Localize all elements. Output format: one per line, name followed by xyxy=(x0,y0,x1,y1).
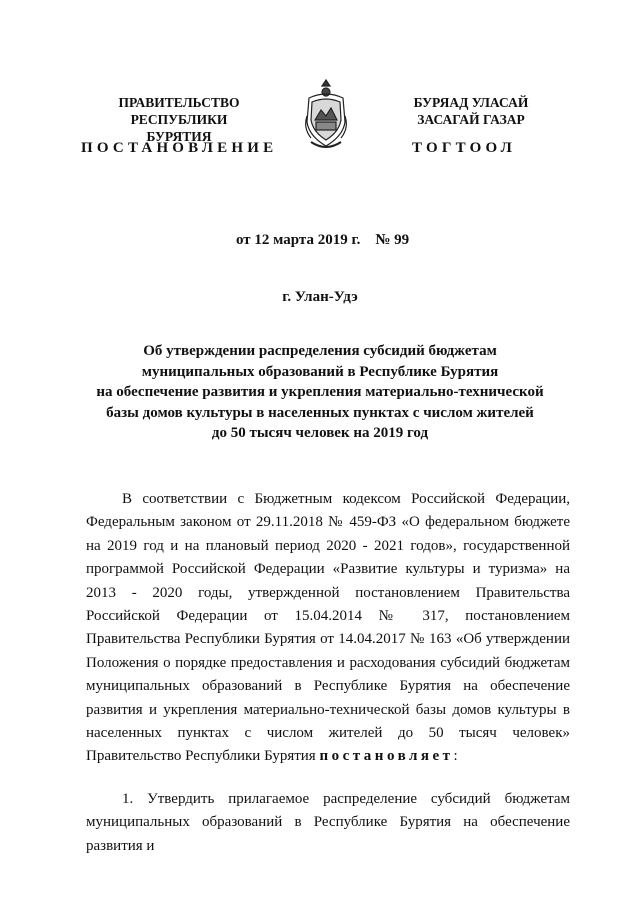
document-city: г. Улан-Удэ xyxy=(282,289,358,305)
resolves-word: постановляет xyxy=(319,748,454,765)
date-line xyxy=(236,232,409,249)
coat-of-arms-icon xyxy=(301,76,351,154)
title-line: муниципальных образований в Республике Бурятия xyxy=(141,363,499,380)
document-title xyxy=(80,341,560,444)
header-right xyxy=(390,94,552,128)
header-right-line-1: БУРЯАД УЛАСАЙ xyxy=(413,95,529,110)
preamble-text: В соответствии с Бюджетным кодексом Российской Федерации, Федеральным законом от 29.11.2018 № 459-ФЗ «О федеральном бюджете на 2019 год и на плановый период 2020 - 2021 годов», государственной программой Российской Федерации «Развитие культуры и туризма» на 2013 - 2020 годы, утвержденной постановлением Правительства Российской Федерации от 15.04.2014 № 317, постановлением Правительства Республики Бурятия от 14.04.2017 № 163 «Об утверждении Положения о порядке предоставления и расходования субсидий бюджетам муниципальных образований в Республике Бурятия на обеспечение развития и укрепления материально-технической базы домов культуры в населенных пунктах с числом жителей до 50 тысяч человек» Правительство Республики Бурятия xyxy=(86,491,570,765)
preamble-colon: : xyxy=(453,748,458,765)
preamble-paragraph xyxy=(86,488,570,769)
title-line: базы домов культуры в населенных пунктах с числом жителей xyxy=(106,404,534,421)
document-number: № 99 xyxy=(375,232,410,248)
doc-type-left: ПОСТАНОВЛЕНИЕ xyxy=(81,140,278,156)
document-date: от 12 марта 2019 г. xyxy=(236,232,361,248)
header-left-line-2: РЕСПУБЛИКИ БУРЯТИЯ xyxy=(130,112,228,144)
item-1-paragraph: 1. Утвердить прилагаемое распределение субсидий бюджетам муниципальных образований в Республике Бурятия на обеспечение развития и xyxy=(86,791,570,854)
title-line: на обеспечение развития и укрепления материально-технической xyxy=(96,384,544,400)
header-left-line-1: ПРАВИТЕЛЬСТВО xyxy=(118,95,240,110)
header-left xyxy=(98,94,260,145)
header-right-line-2: ЗАСАГАЙ ГАЗАР xyxy=(417,112,525,127)
title-line: до 50 тысяч человек на 2019 год xyxy=(211,425,429,441)
doc-type-right: ТОГТООЛ xyxy=(412,140,516,156)
title-line: Об утверждении распределения субсидий бюджетам xyxy=(143,343,497,359)
